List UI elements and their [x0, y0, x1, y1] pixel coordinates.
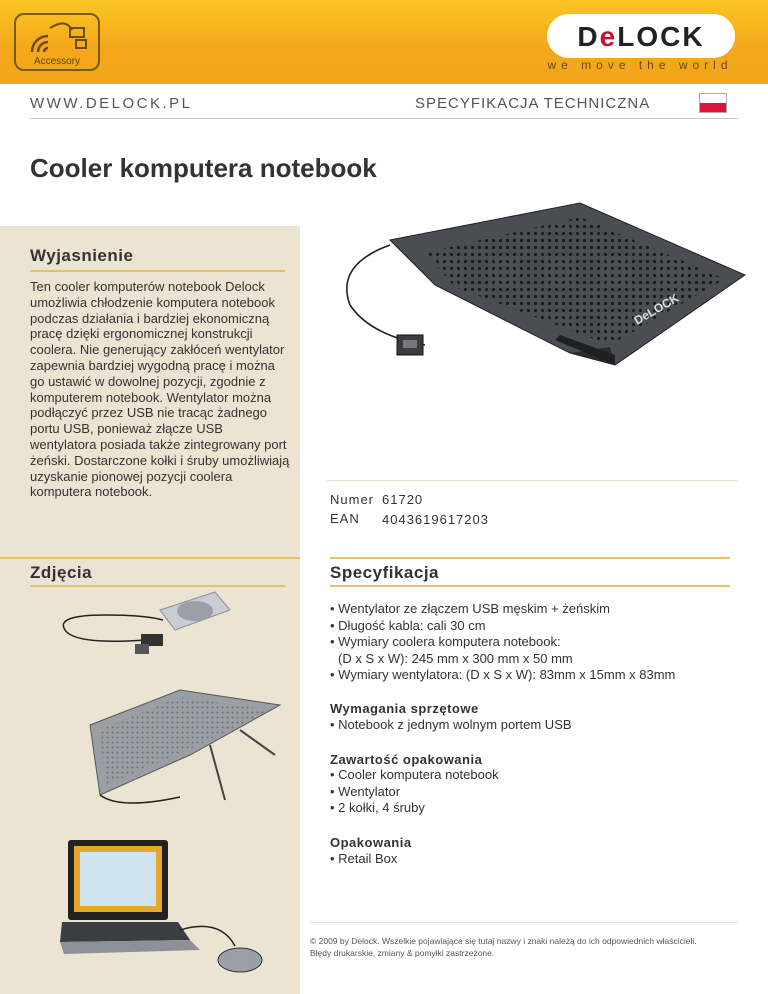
spec-item: • Wymiary wentylatora: (D x S x W): 83mm x 15mm x 83mm [330, 667, 676, 683]
tagline: we move the world [547, 58, 733, 72]
svg-text:DeLOCK: DeLOCK [631, 290, 682, 328]
accessory-label: Accessory [33, 56, 81, 67]
spec-heading: SPECYFIKACJA TECHNICZNA [415, 95, 651, 112]
footer-disclaimer: Błędy drukarskie, zmiany & pomyłki zastrzeżone. [310, 948, 495, 958]
delock-logo [547, 14, 735, 58]
ean-label: EAN [330, 511, 360, 526]
spec-rule [330, 585, 730, 587]
logo-text-e: e [599, 21, 618, 52]
packaging-item: • Retail Box [330, 851, 398, 866]
packaging-list [330, 851, 397, 868]
accessory-badge [14, 13, 100, 71]
spec-list [330, 601, 675, 684]
contents-heading: Zawartość opakowania [330, 752, 483, 767]
page-title: Cooler komputera notebook [30, 153, 377, 183]
laptop-photo [60, 838, 270, 978]
footer [310, 935, 750, 959]
requirements-item: • Notebook z jednym wolnym portem USB [330, 717, 572, 732]
spec-item: • Wentylator ze złączem USB męskim + żeńskim [330, 601, 610, 616]
fan-photo [45, 590, 245, 670]
usb-cable-icon [26, 18, 92, 56]
photos-rule [30, 585, 285, 587]
spec-rule-top [330, 557, 730, 559]
photos-rule-top [0, 557, 300, 559]
contents-list [330, 767, 499, 817]
contents-item: • Cooler komputera notebook [330, 767, 499, 782]
ean-value: 4043619617203 [382, 512, 489, 527]
poland-flag-icon [699, 93, 727, 113]
logo-text-lock: LOCK [617, 21, 705, 52]
explanation-rule [30, 270, 285, 272]
logo-text-d: D [577, 21, 600, 52]
footer-rule [310, 922, 738, 923]
contents-item: • Wentylator [330, 783, 401, 799]
footer-copyright: © 2009 by Delock. Wszelkie pojawiające się tutaj nazwy i znaki należą do ich odpowiednich właścicieli. [310, 936, 697, 946]
ident-rule [327, 480, 737, 481]
cooler-main-photo [315, 195, 765, 395]
header-divider [30, 118, 738, 119]
header-banner [0, 0, 768, 84]
explanation-text: Ten cooler komputerów notebook Delock umożliwia chłodzenie komputera notebook podczas działania i bardziej ekonomiczną pracę dzięki ergonomicznej konstrukcji coolera. Nie generujący zakłóceń wentylator zapewnia bardziej wygodną pracę i można go ustawić w dowolnej pozycji, zgodnie z komputerem notebook. Wentylator można podłączyć przez USB nie tracąc żadnego portu USB, ponieważ złącze USB wentylatora posiada także zintegrowany port żeński. Dostarczone kołki i śruby umożliwiają uzyskanie pionowej pozycji coolera komputera notebook. [30, 279, 290, 500]
spec-item: (D x S x W): 245 mm x 300 mm x 50 mm [338, 650, 573, 666]
packaging-heading: Opakowania [330, 835, 412, 850]
spec-heading-main: Specyfikacja [330, 563, 440, 582]
requirements-list [330, 717, 572, 734]
number-value: 61720 [382, 492, 424, 507]
photos-heading: Zdjęcia [30, 563, 93, 582]
contents-item: • 2 kołki, 4 śruby [330, 800, 425, 816]
cooler-stand-photo [60, 685, 290, 810]
requirements-heading: Wymagania sprzętowe [330, 701, 479, 716]
website-url[interactable]: WWW.DELOCK.PL [30, 95, 193, 112]
number-label: Numer [330, 492, 375, 507]
explanation-heading: Wyjasnienie [30, 246, 134, 265]
spec-item: • Długość kabla: cali 30 cm [330, 617, 486, 633]
spec-item: • Wymiary coolera komputera notebook: [330, 634, 561, 650]
